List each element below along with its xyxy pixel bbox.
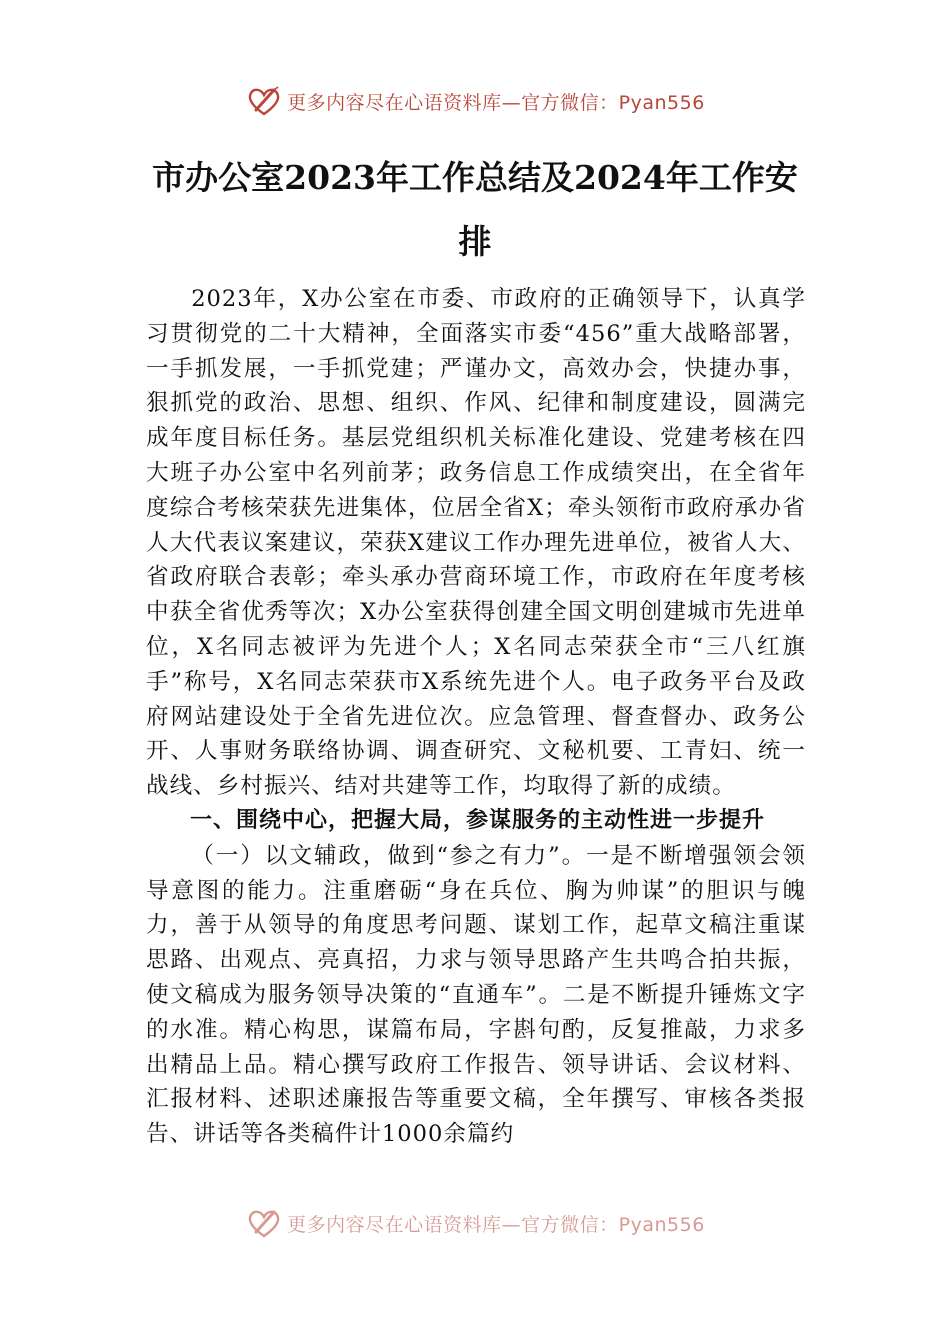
section-heading-1: 一、围绕中心，把握大局，参谋服务的主动性进一步提升 bbox=[190, 807, 766, 833]
document-body bbox=[146, 282, 806, 1152]
title-line-2: 排 bbox=[458, 222, 492, 261]
heart-pen-logo-icon bbox=[245, 84, 283, 118]
title-line-1: 市办公室2023年工作总结及2024年工作安 bbox=[152, 158, 798, 197]
intro-paragraph: 2023年，X办公室在市委、市政府的正确领导下，认真学习贯彻党的二十大精神，全面落实市委“456”重大战略部署，一手抓发展，一手抓党建；严谨办文，高效办会，快捷办事，狠抓党的政治、思想、组织、作风、纪律和制度建设，圆满完成年度目标任务。基层党组织机关标准化建设、党建考核在四大班子办公室中名列前茅；政务信息工作成绩突出，在全省年度综合考核荣获先进集体，位居全省X；牵头领衔市政府承办省人大代表议案建议，荣获X建议工作办理先进单位，被省人大、省政府联合表彰；牵头承办营商环境工作，市政府在年度考核中获全省优秀等次；X办公室获得创建全国文明创建城市先进单位，X名同志被评为先进个人；X名同志荣获全市“三八红旗手”称号，X名同志荣获市X系统先进个人。电子政务平台及政府网站建设处于全省先进位次。应急管理、督查督办、政务公开、人事财务联络协调、调查研究、文秘机要、工青妇、统一战线、乡村振兴、结对共建等工作，均取得了新的成绩。 bbox=[146, 286, 806, 800]
section-1-paragraph-1: （一）以文辅政，做到“参之有力”。一是不断增强领会领导意图的能力。注重磨砺“身在兵位、胸为帅谋”的胆识与魄力，善于从领导的角度思考问题、谋划工作，起草文稿注重谋思路、出观点、亮真招，力求与领导思路产生共鸣合拍共振，使文稿成为服务领导决策的“直通车”。二是不断提升锤炼文字的水准。精心构思，谋篇布局，字斟句酌，反复推敲，力求多出精品上品。精心撰写政府工作报告、领导讲话、会议材料、汇报材料、述职述廉报告等重要文稿，全年撰写、审核各类报告、讲话等各类稿件计1000余篇约 bbox=[146, 842, 806, 1148]
watermark-text: 更多内容尽在心语资料库—官方微信：Pyan556 bbox=[287, 91, 705, 114]
watermark-header bbox=[0, 84, 950, 118]
document-title bbox=[140, 146, 810, 274]
heart-pen-logo-icon bbox=[245, 1206, 283, 1240]
watermark-footer bbox=[0, 1206, 950, 1240]
watermark-text: 更多内容尽在心语资料库—官方微信：Pyan556 bbox=[287, 1213, 705, 1236]
